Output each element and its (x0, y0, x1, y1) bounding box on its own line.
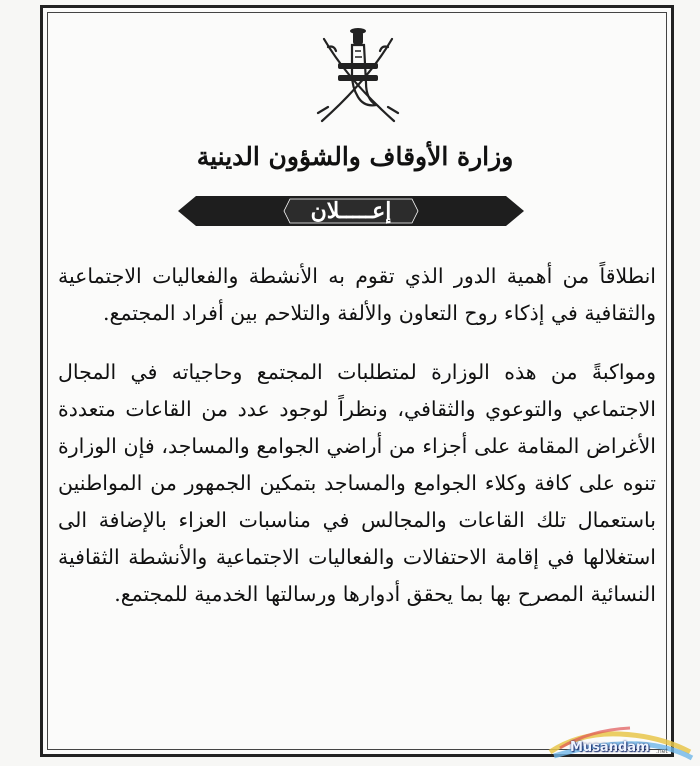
watermark-text: Musandam (570, 740, 650, 755)
ministry-title: وزارة الأوقاف والشؤون الدينية (196, 142, 514, 171)
paragraph-main: ومواكبةً من هذه الوزارة لمتطلبات المجتمع وحاجياته في المجال الاجتماعي والتوعوي والثقافي، ونظراً لوجود عدد من القاعات متعددة الأغراض المقامة على أجزاء من أراضي الجوامع والمساجد، فإن الوزارة تنوه على كافة وكلاء الجوامع والمساجد بتمكين الجمهور من المواطنين باستعمال تلك القاعات والمجالس في مناسبات العزاء بالإضافة الى استغلالها في إقامة الاحتفالات والفعاليات الاجتماعية والأنشطة الثقافية النسائية المصرح بها بما يحقق أدوارها ورسالتها الخدمية للمجتمع. (58, 360, 656, 606)
khanjar-crossed-swords-emblem-icon (308, 25, 408, 125)
announcement-banner (178, 192, 524, 230)
watermark-suffix: .net (656, 748, 668, 755)
announcement-label: إعـــــلان (310, 198, 392, 224)
paragraph-intro: انطلاقاً من أهمية الدور الذي تقوم به الأنشطة والفعاليات الاجتماعية والثقافية في إذكاء روح التعاون والألفة والتلاحم بين أفراد المجتمع. (58, 264, 656, 325)
announcement-body (58, 258, 656, 613)
